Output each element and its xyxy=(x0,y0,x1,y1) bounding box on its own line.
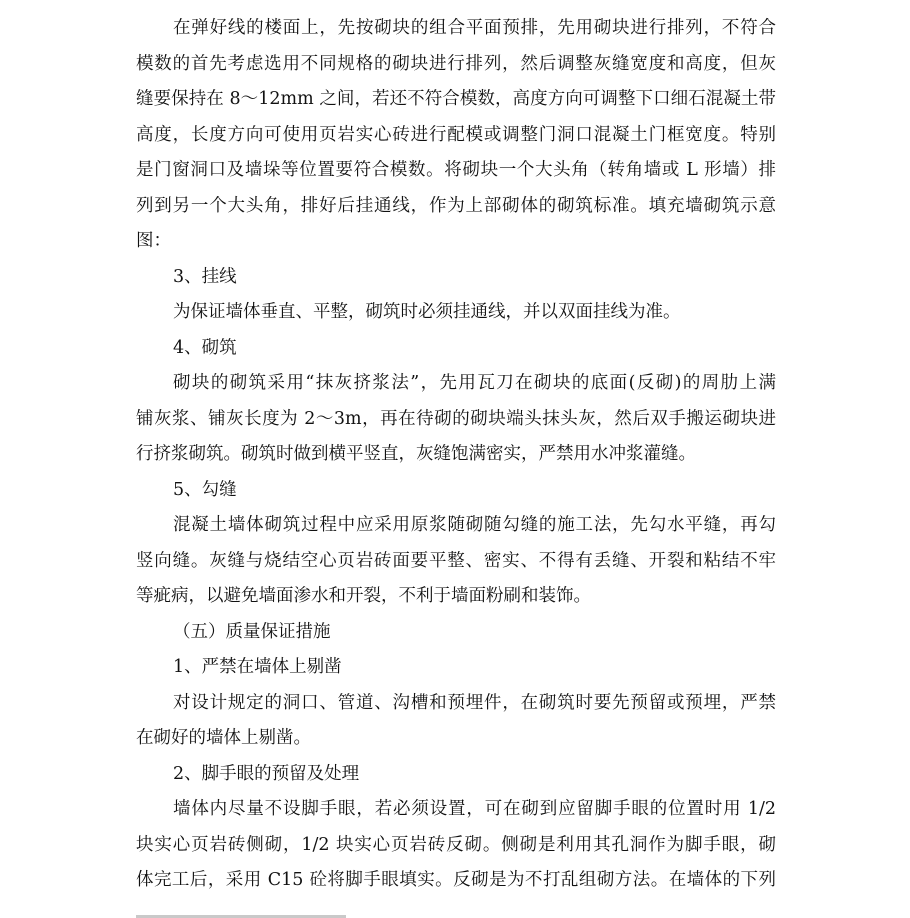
document-body xyxy=(136,11,776,899)
paragraph-line: 列到另一个大头角，排好后挂通线，作为上部砌体的砌筑标准。填充墙砌筑示意 xyxy=(136,195,776,216)
paragraph-line: 竖向缝。灰缝与烧结空心页岩砖面要平整、密实、不得有丢缝、开裂和粘结不牢 xyxy=(136,550,776,571)
paragraph-line: 图： xyxy=(136,231,171,251)
paragraph-line: 铺灰浆、铺灰长度为 2～3m，再在待砌的砌块端头抹头灰，然后双手搬运砌块进 xyxy=(136,408,776,429)
paragraph-line: 为保证墙体垂直、平整，砌筑时必须挂通线，并以双面挂线为准。 xyxy=(173,302,681,322)
paragraph-line: 砌块的砌筑采用“抹灰挤浆法”，先用瓦刀在砌块的底面(反砌)的周肋上满 xyxy=(173,373,776,393)
paragraph-line: 混凝土墙体砌筑过程中应采用原浆随砌随勾缝的施工法，先勾水平缝，再勾 xyxy=(173,515,776,535)
paragraph-line: 等疵病，以避免墙面渗水和开裂，不利于墙面粉刷和装饰。 xyxy=(136,586,591,606)
paragraph-line: 在弹好线的楼面上，先按砌块的组合平面预排，先用砌块进行排列，不符合 xyxy=(173,18,776,38)
cut-off-next-line xyxy=(136,906,346,918)
paragraph-line: 在砌好的墙体上剔凿。 xyxy=(136,728,311,748)
paragraph-line: 对设计规定的洞口、管道、沟槽和预埋件，在砌筑时要先预留或预埋，严禁 xyxy=(173,692,776,713)
paragraph-line: 墙体内尽量不设脚手眼，若必须设置，可在砌到应留脚手眼的位置时用 1/2 xyxy=(173,799,776,819)
chapter-heading: （五）质量保证措施 xyxy=(173,621,331,642)
paragraph-line: 体完工后，采用 C15 砼将脚手眼填实。反砌是为不打乱组砌方法。在墙体的下列 xyxy=(136,870,776,890)
section-heading: 3、挂线 xyxy=(173,266,237,287)
section-heading: 1、严禁在墙体上剔凿 xyxy=(173,657,342,677)
section-heading: 5、勾缝 xyxy=(173,479,237,500)
paragraph-line: 缝要保持在 8～12mm 之间，若还不符合模数，高度方向可调整下口细石混凝土带 xyxy=(136,89,776,109)
section-heading: 4、砌筑 xyxy=(173,337,237,358)
paragraph-line: 模数的首先考虑选用不同规格的砌块进行排列，然后调整灰缝宽度和高度，但灰 xyxy=(136,53,776,74)
paragraph-line: 行挤浆砌筑。砌筑时做到横平竖直，灰缝饱满密实，严禁用水冲浆灌缝。 xyxy=(136,444,696,464)
paragraph-line: 块实心页岩砖侧砌，1/2 块实心页岩砖反砌。侧砌是利用其孔洞作为脚手眼，砌 xyxy=(136,834,776,855)
paragraph-line: 高度，长度方向可使用页岩实心砖进行配模或调整门洞口混凝土门框宽度。特别 xyxy=(136,124,776,145)
paragraph-line: 是门窗洞口及墙垛等位置要符合模数。将砌块一个大头角（转角墙或 L 形墙）排 xyxy=(136,160,776,180)
section-heading: 2、脚手眼的预留及处理 xyxy=(173,763,360,784)
